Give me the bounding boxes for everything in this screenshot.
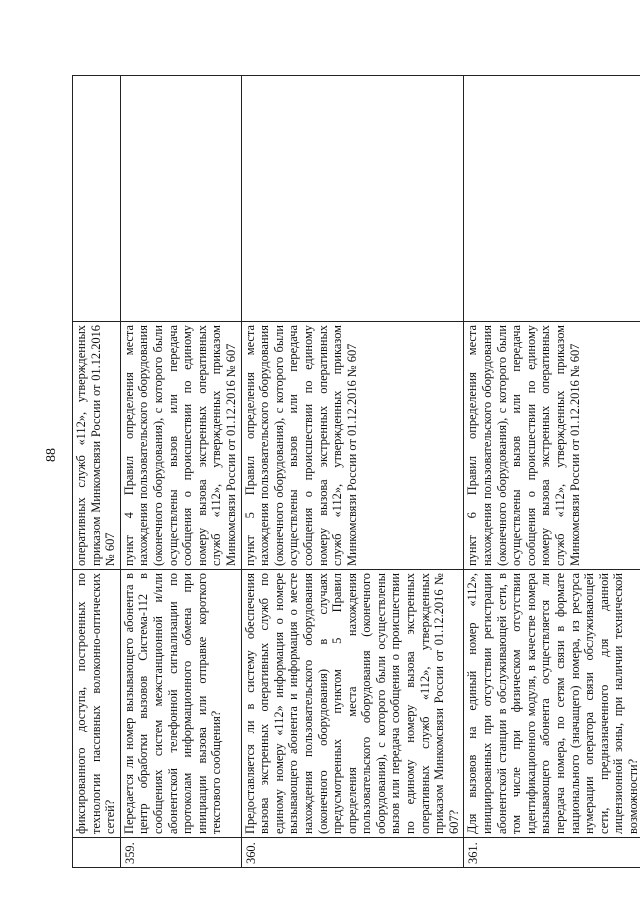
row-number: 360. — [241, 838, 464, 868]
question-cell: Предоставляется ли в систему обеспечения вызова экстренных оперативных служб по единому номеру «112» информация о номере вызывающего абонента и информация о месте нахождения пользовательского оборудования (оконечного оборудования) в случаях предусмотренных пунктом 5 Правил определения места нахождения пользовательского оборудования (оконечного оборудования), с которого были осуществлены вызов или передача сообщения о происшествии по единому номеру вызова экстренных оперативных служб «112», утвержденных приказом Минкомсвязи России от 01.12.2016 № 607? — [241, 570, 464, 838]
checklist-table — [72, 75, 640, 868]
note-cell — [73, 76, 121, 322]
question-cell: Для вызовов на единый номер «112», инициированных при отсутствии регистрации абонентской станции в обслуживающей сети, в том числе при физическом отсутствии идентификационного модуля, в качестве номера вызывающего абонента осуществляется ли передача номера, по сетям связи в формате национального (значащего) номера, из ресурса нумерации оператора связи обслуживающей сети, предназначенного для данной лицензионной зоны, при наличии технической возможности? — [464, 570, 640, 838]
row-number — [73, 838, 121, 868]
note-cell — [464, 76, 640, 322]
row-number: 361. — [464, 838, 640, 868]
table-row — [464, 76, 640, 868]
note-cell — [120, 76, 241, 322]
page-number: 88 — [44, 448, 59, 462]
table-row — [120, 76, 241, 868]
question-cell: фиксированного доступа, построенных по технологии пассивных волоконно-оптических сетей? — [73, 570, 121, 838]
table-row — [73, 76, 121, 868]
legal-basis-cell: пункт 5 Правил определения места нахождения пользовательского оборудования (оконечного оборудования), с которого были осуществлены вызов или передача сообщения о происшествии по единому номеру вызова экстренных оперативных служб «112», утвержденных приказом Минкомсвязи России от 01.12.2016 № 607 — [241, 322, 464, 570]
legal-basis-cell: пункт 4 Правил определения места нахождения пользовательского оборудования (оконечного оборудования), с которого были осуществлены вызов или передача сообщения о происшествии по единому номеру вызова экстренных оперативных служб «112», утвержденных приказом Минкомсвязи России от 01.12.2016 № 607 — [120, 322, 241, 570]
note-cell — [241, 76, 464, 322]
legal-basis-cell: пункт 6 Правил определения места нахождения пользовательского оборудования (оконечного оборудования), с которого были осуществлены вызов или передача сообщения о происшествии по единому номеру вызова экстренных оперативных служб «112», утвержденных приказом Минкомсвязи России от 01.12.2016 № 607 — [464, 322, 640, 570]
table-row — [241, 76, 464, 868]
row-number: 359. — [120, 838, 241, 868]
legal-basis-cell: оперативных служб «112», утвержденных приказом Минкомсвязи России от 01.12.2016 № 607 — [73, 322, 121, 570]
question-cell: Передается ли номер вызывающего абонента в центр обработки вызовов Система-112 в сообщениях систем межстанционной и/или абонентской телефонной сигнализации по протоколам информационного обмена при инициации вызова или отправке короткого текстового сообщения? — [120, 570, 241, 838]
